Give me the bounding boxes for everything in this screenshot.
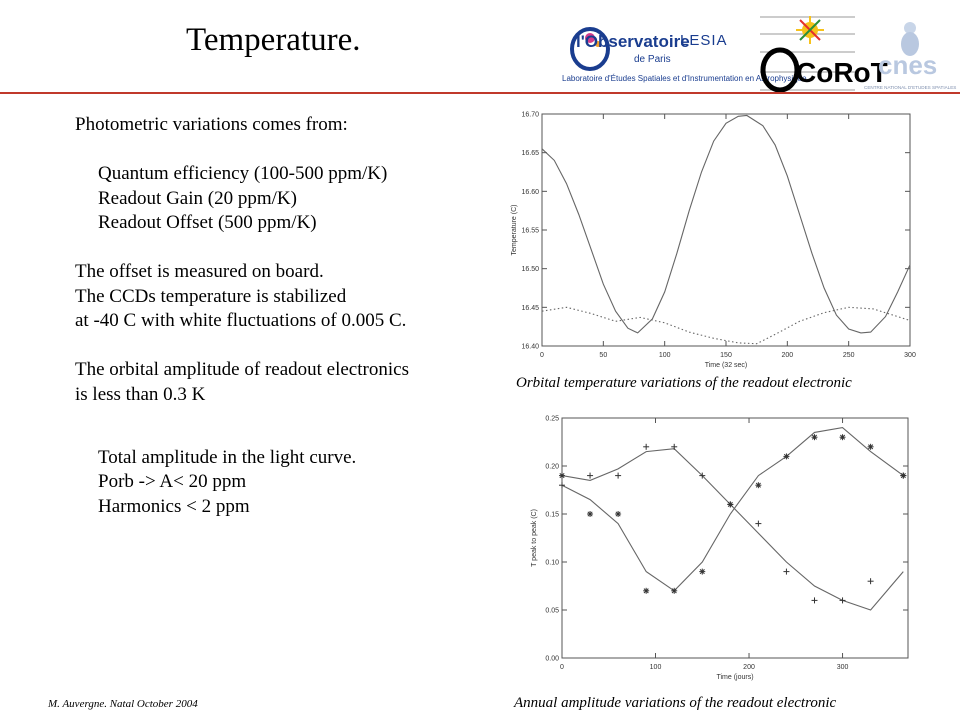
text-line: Readout Gain (20 ppm/K)	[98, 187, 297, 209]
text-line: Photometric variations comes from:	[75, 114, 348, 135]
y-tick-label: 0.00	[545, 655, 559, 663]
x-tick-label: 300	[836, 664, 849, 671]
x-axis-label: Time (32 sec)	[704, 362, 748, 369]
text-line: Porb -> A< 20 ppm	[98, 471, 247, 492]
orbital-temperature-chart	[512, 108, 916, 370]
cnes-logo	[864, 18, 960, 92]
corot-logo-mark	[760, 12, 888, 92]
x-tick-label: 0	[560, 664, 564, 671]
observatoire-subname: de Paris	[634, 54, 671, 65]
star-marker	[559, 473, 565, 479]
y-axis-label: T peak to peak (C)	[531, 509, 538, 567]
body-text	[75, 113, 409, 519]
y-tick-label: 0.25	[545, 415, 559, 423]
star-marker	[727, 501, 733, 507]
star-marker	[900, 473, 906, 479]
star-marker	[755, 482, 761, 488]
text-line: Readout Offset (500 ppm/K)	[98, 212, 317, 233]
corot-wordmark: CoRoT	[796, 57, 888, 88]
y-tick-label: 16.45	[521, 304, 539, 312]
annual-amplitude-chart	[512, 410, 916, 682]
y-tick-label: 16.65	[521, 150, 539, 158]
star-marker	[699, 569, 705, 575]
x-axis-label: Time (jours)	[716, 674, 754, 681]
text-line: Total amplitude in the light curve.	[98, 446, 357, 468]
cnes-subtitle: CENTRE NATIONAL D'ETUDES SPATIALES	[864, 85, 957, 90]
star-marker	[868, 444, 874, 450]
lesia-logo-text: LESIA	[680, 32, 728, 49]
x-tick-label: 250	[842, 352, 855, 359]
x-tick-label: 50	[599, 352, 608, 359]
slide-title: Temperature.	[186, 22, 361, 58]
text-line: Harmonics < 2 ppm	[98, 495, 250, 517]
x-tick-label: 200	[743, 664, 755, 671]
y-tick-label: 16.50	[521, 266, 539, 274]
cnes-logo-mark	[864, 18, 960, 92]
star-marker	[615, 511, 621, 517]
text-line: The CCDs temperature is stabilized	[75, 285, 347, 307]
text-line: at -40 C with white fluctuations of 0.005 C.	[75, 310, 407, 331]
x-tick-label: 100	[649, 664, 662, 671]
y-axis-label: Temperature (C)	[511, 204, 518, 256]
y-tick-label: 16.55	[521, 227, 539, 235]
star-marker	[587, 511, 593, 517]
slide-footer: M. Auvergne. Natal October 2004	[48, 698, 198, 710]
cnes-wordmark: cnes	[878, 50, 938, 80]
text-spacer	[75, 407, 409, 432]
star-marker	[671, 588, 677, 594]
star-marker	[643, 588, 649, 594]
top-chart-caption: Orbital temperature variations of the readout electronic	[516, 375, 852, 391]
text-spacer	[75, 236, 409, 261]
lab-tagline: Laboratoire d'Études Spatiales et d'Instrumentation en Astrophysique	[562, 74, 807, 83]
text-line: The offset is measured on board.	[75, 261, 324, 282]
star-marker	[783, 453, 789, 459]
x-tick-label: 200	[781, 352, 794, 359]
text-spacer	[75, 138, 409, 163]
y-tick-label: 0.05	[545, 607, 559, 615]
text-line: is less than 0.3 K	[75, 383, 206, 405]
x-tick-label: 100	[658, 352, 671, 359]
text-spacer	[75, 334, 409, 359]
x-tick-label: 150	[720, 352, 732, 359]
y-tick-label: 0.10	[545, 559, 559, 567]
text-line: The orbital amplitude of readout electronics	[75, 359, 409, 380]
corot-logo	[760, 12, 888, 92]
x-tick-label: 300	[904, 352, 916, 359]
x-tick-label: 0	[540, 352, 544, 359]
y-tick-label: 16.60	[521, 188, 539, 196]
y-tick-label: 0.15	[545, 511, 559, 519]
bottom-chart-caption: Annual amplitude variations of the readout electronic	[514, 695, 837, 711]
observatoire-name: l'Observatoire	[576, 32, 690, 51]
star-marker	[840, 434, 846, 440]
header-divider	[0, 92, 960, 94]
text-line: Quantum efficiency (100-500 ppm/K)	[98, 163, 388, 184]
y-tick-label: 0.20	[545, 463, 559, 471]
chart-background	[512, 410, 916, 682]
text-spacer	[75, 432, 409, 446]
star-marker	[811, 434, 817, 440]
y-tick-label: 16.40	[521, 343, 539, 351]
y-tick-label: 16.70	[521, 111, 539, 119]
